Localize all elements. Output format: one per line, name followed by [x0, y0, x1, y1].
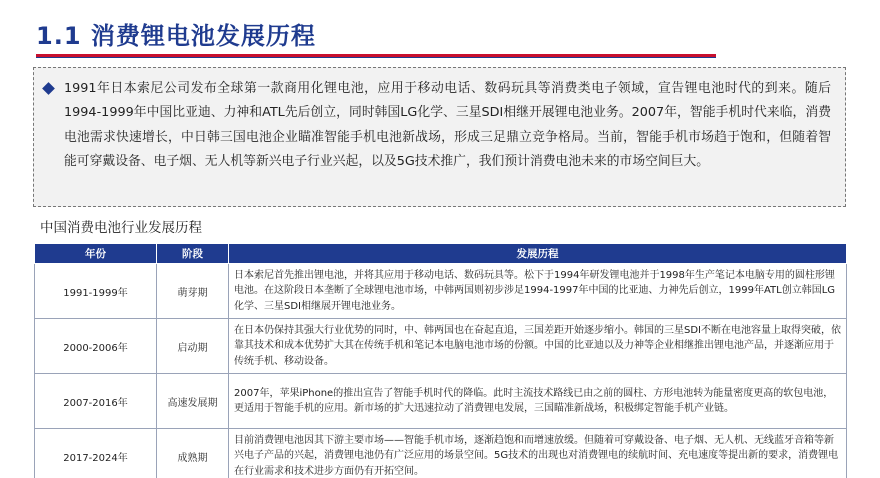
table-row [35, 374, 847, 429]
stage-cell: 高速发展期 [157, 374, 229, 429]
year-cell: 2017-2024年 [35, 429, 157, 478]
stage-cell: 启动期 [157, 319, 229, 374]
title-underline-thin [36, 57, 716, 58]
stage-cell: 成熟期 [157, 429, 229, 478]
year-cell: 1991-1999年 [35, 264, 157, 319]
year-cell: 2007-2016年 [35, 374, 157, 429]
history-table [34, 243, 847, 478]
header-history: 发展历程 [229, 244, 847, 264]
header-year: 年份 [35, 244, 157, 264]
table-row [35, 319, 847, 374]
table-header-row [35, 244, 847, 264]
table-row [35, 429, 847, 478]
stage-cell: 萌芽期 [157, 264, 229, 319]
history-cell: 日本索尼首先推出锂电池，并将其应用于移动电话、数码玩具等。松下于1994年研发锂电池并于1998年生产笔记本电脑专用的圆柱形锂电池。在这阶段日本垄断了全球锂电池市场，中韩两国则初步涉足1994-1997年中国的比亚迪、力神先后创立，1999年ATL创立韩国LG化学、三星SDI相继展开锂电池业务。 [229, 264, 847, 319]
diamond-bullet-icon [42, 82, 55, 95]
year-cell: 2000-2006年 [35, 319, 157, 374]
table-row [35, 264, 847, 319]
header-stage: 阶段 [157, 244, 229, 264]
summary-box [33, 67, 846, 207]
page-title: 1.1 消费锂电池发展历程 [36, 22, 316, 50]
history-cell: 目前消费锂电池因其下游主要市场——智能手机市场，逐渐趋饱和而增速放缓。但随着可穿戴设备、电子烟、无人机、无线蓝牙音箱等新兴电子产品的兴起，消费锂电池仍有广泛应用的场景空间。5G技术的出现也对消费锂电的续航时间、充电速度等提出新的要求，消费锂电在行业需求和技术进步方面仍有开拓空间。 [229, 429, 847, 478]
summary-text: 1991年日本索尼公司发布全球第一款商用化锂电池，应用于移动电话、数码玩具等消费类电子领域，宣告锂电池时代的到来。随后1994-1999年中国比亚迪、力神和ATL先后创立，同时韩国LG化学、三星SDI相继开展锂电池业务。2007年，智能手机时代来临，消费电池需求快速增长，中日韩三国电池企业瞄准智能手机电池新战场，形成三足鼎立竞争格局。当前，智能手机市场趋于饱和，但随着智能可穿戴设备、电子烟、无人机等新兴电子行业兴起，以及5G技术推广，我们预计消费电池未来的市场空间巨大。 [64, 81, 831, 170]
table-title: 中国消费电池行业发展历程 [40, 220, 202, 236]
history-cell: 在日本仍保持其强大行业优势的同时，中、韩两国也在奋起直追，三国差距开始逐步缩小。韩国的三星SDI不断在电池容量上取得突破，依靠其技术和成本优势扩大其在传统手机和笔记本电脑电池市场的份额。中国的比亚迪以及力神等企业相继推出锂电池产品，并逐渐应用于传统手机、移动设备。 [229, 319, 847, 374]
history-cell: 2007年，苹果iPhone的推出宣告了智能手机时代的降临。此时主流技术路线已由之前的圆柱、方形电池转为能量密度更高的软包电池，更适用于智能手机的应用。新市场的扩大迅速拉动了消费锂电发展，三国瞄准新战场，积极绑定智能手机产业链。 [229, 374, 847, 429]
